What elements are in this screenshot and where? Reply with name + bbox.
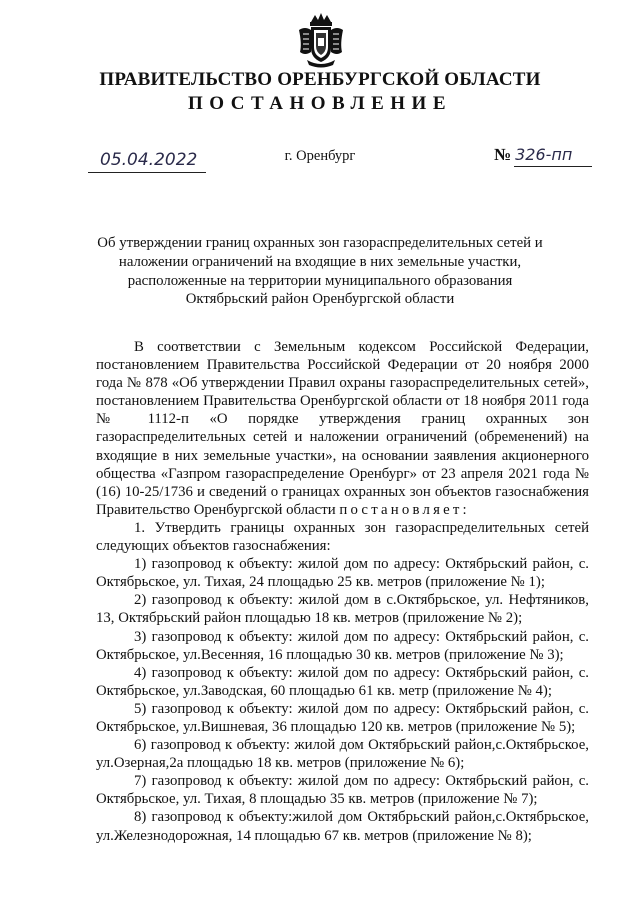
list-item: 3) газопровод к объекту: жилой дом по адресу: Октябрьский район, с. Октябрьское, ул.Весенняя, 16 площадью 30 кв. метров (приложение № 3);: [96, 628, 589, 663]
document-subject: Об утверждении границ охранных зон газораспределительных сетей и наложении ограничений на входящие в них земельные участки, расположенные на территории муниципального образования Октябрьский район Оренбургской области: [97, 235, 543, 308]
decree-word: постановляет:: [339, 501, 470, 518]
list-item: 8) газопровод к объекту:жилой дом Октябрьский район,с.Октябрьское, ул.Железнодорожная, 14 площадью 67 кв. метров (приложение № 8);: [96, 809, 589, 844]
number-underline: [514, 166, 592, 167]
list-item: 4) газопровод к объекту: жилой дом по адресу: Октябрьский район, с. Октябрьское, ул.Заводская, 60 площадью 61 кв. метр (приложение № 4);: [96, 664, 589, 699]
document-type: ПОСТАНОВЛЕНИЕ: [187, 93, 453, 114]
document-body: [96, 338, 589, 845]
preamble-text: В соответствии с Земельным кодексом Российской Федерации, постановлением Правительства Российской Федерации от 20 ноября 2000 года № 878 «Об утверждении Правил охраны газораспределительных сетей», постановлением Правительства Оренбургской области от 18 ноября 2011 года № 1112-п «О порядке утверждения границ охранных зон газораспределительных сетей и наложении ограничений (обременений) на входящие в них земельные участки», на основании заявления акционерного общества «Газпром газораспределение Оренбург» от 23 апреля 2021 года № (16) 10-25/1736 и сведений о границах охранных зон объектов газоснабжения Правительство Оренбургской области: [96, 339, 589, 518]
list-item: 6) газопровод к объекту: жилой дом Октябрьский район,с.Октябрьское, ул.Озерная,2а площадью 18 кв. метров (приложение № 6);: [96, 737, 589, 772]
list-item: 1) газопровод к объекту: жилой дом по адресу: Октябрьский район, с. Октябрьское, ул. Тихая, 24 площадью 25 кв. метров (приложение № 1);: [96, 556, 589, 591]
list-item: 2) газопровод к объекту: жилой дом в с.Октябрьское, ул. Нефтяников, 13, Октябрьский район площадью 18 кв. метров (приложение № 2);: [96, 592, 589, 627]
government-title: ПРАВИТЕЛЬСТВО ОРЕНБУРГСКОЙ ОБЛАСТИ: [99, 69, 541, 90]
document-city: г. Оренбург: [284, 148, 356, 164]
date-underline: [88, 172, 206, 173]
point-1: 1. Утвердить границы охранных зон газораспределительных сетей следующих объектов газоснабжения:: [96, 519, 589, 555]
list-item: 7) газопровод к объекту: жилой дом по адресу: Октябрьский район, с. Октябрьское, ул. Тихая, 8 площадью 35 кв. метров (приложение № 7);: [96, 773, 589, 808]
document-date: 05.04.2022: [100, 150, 198, 170]
list-item: 5) газопровод к объекту: жилой дом по адресу: Октябрьский район, с. Октябрьское, ул.Вишневая, 36 площадью 120 кв. метров (приложение № 5);: [96, 700, 589, 735]
coat-of-arms-icon: [297, 12, 345, 68]
number-value: 326-пп: [515, 145, 573, 164]
preamble-paragraph: [96, 338, 589, 519]
number-sign: №: [494, 145, 512, 164]
document-number: [494, 145, 572, 165]
